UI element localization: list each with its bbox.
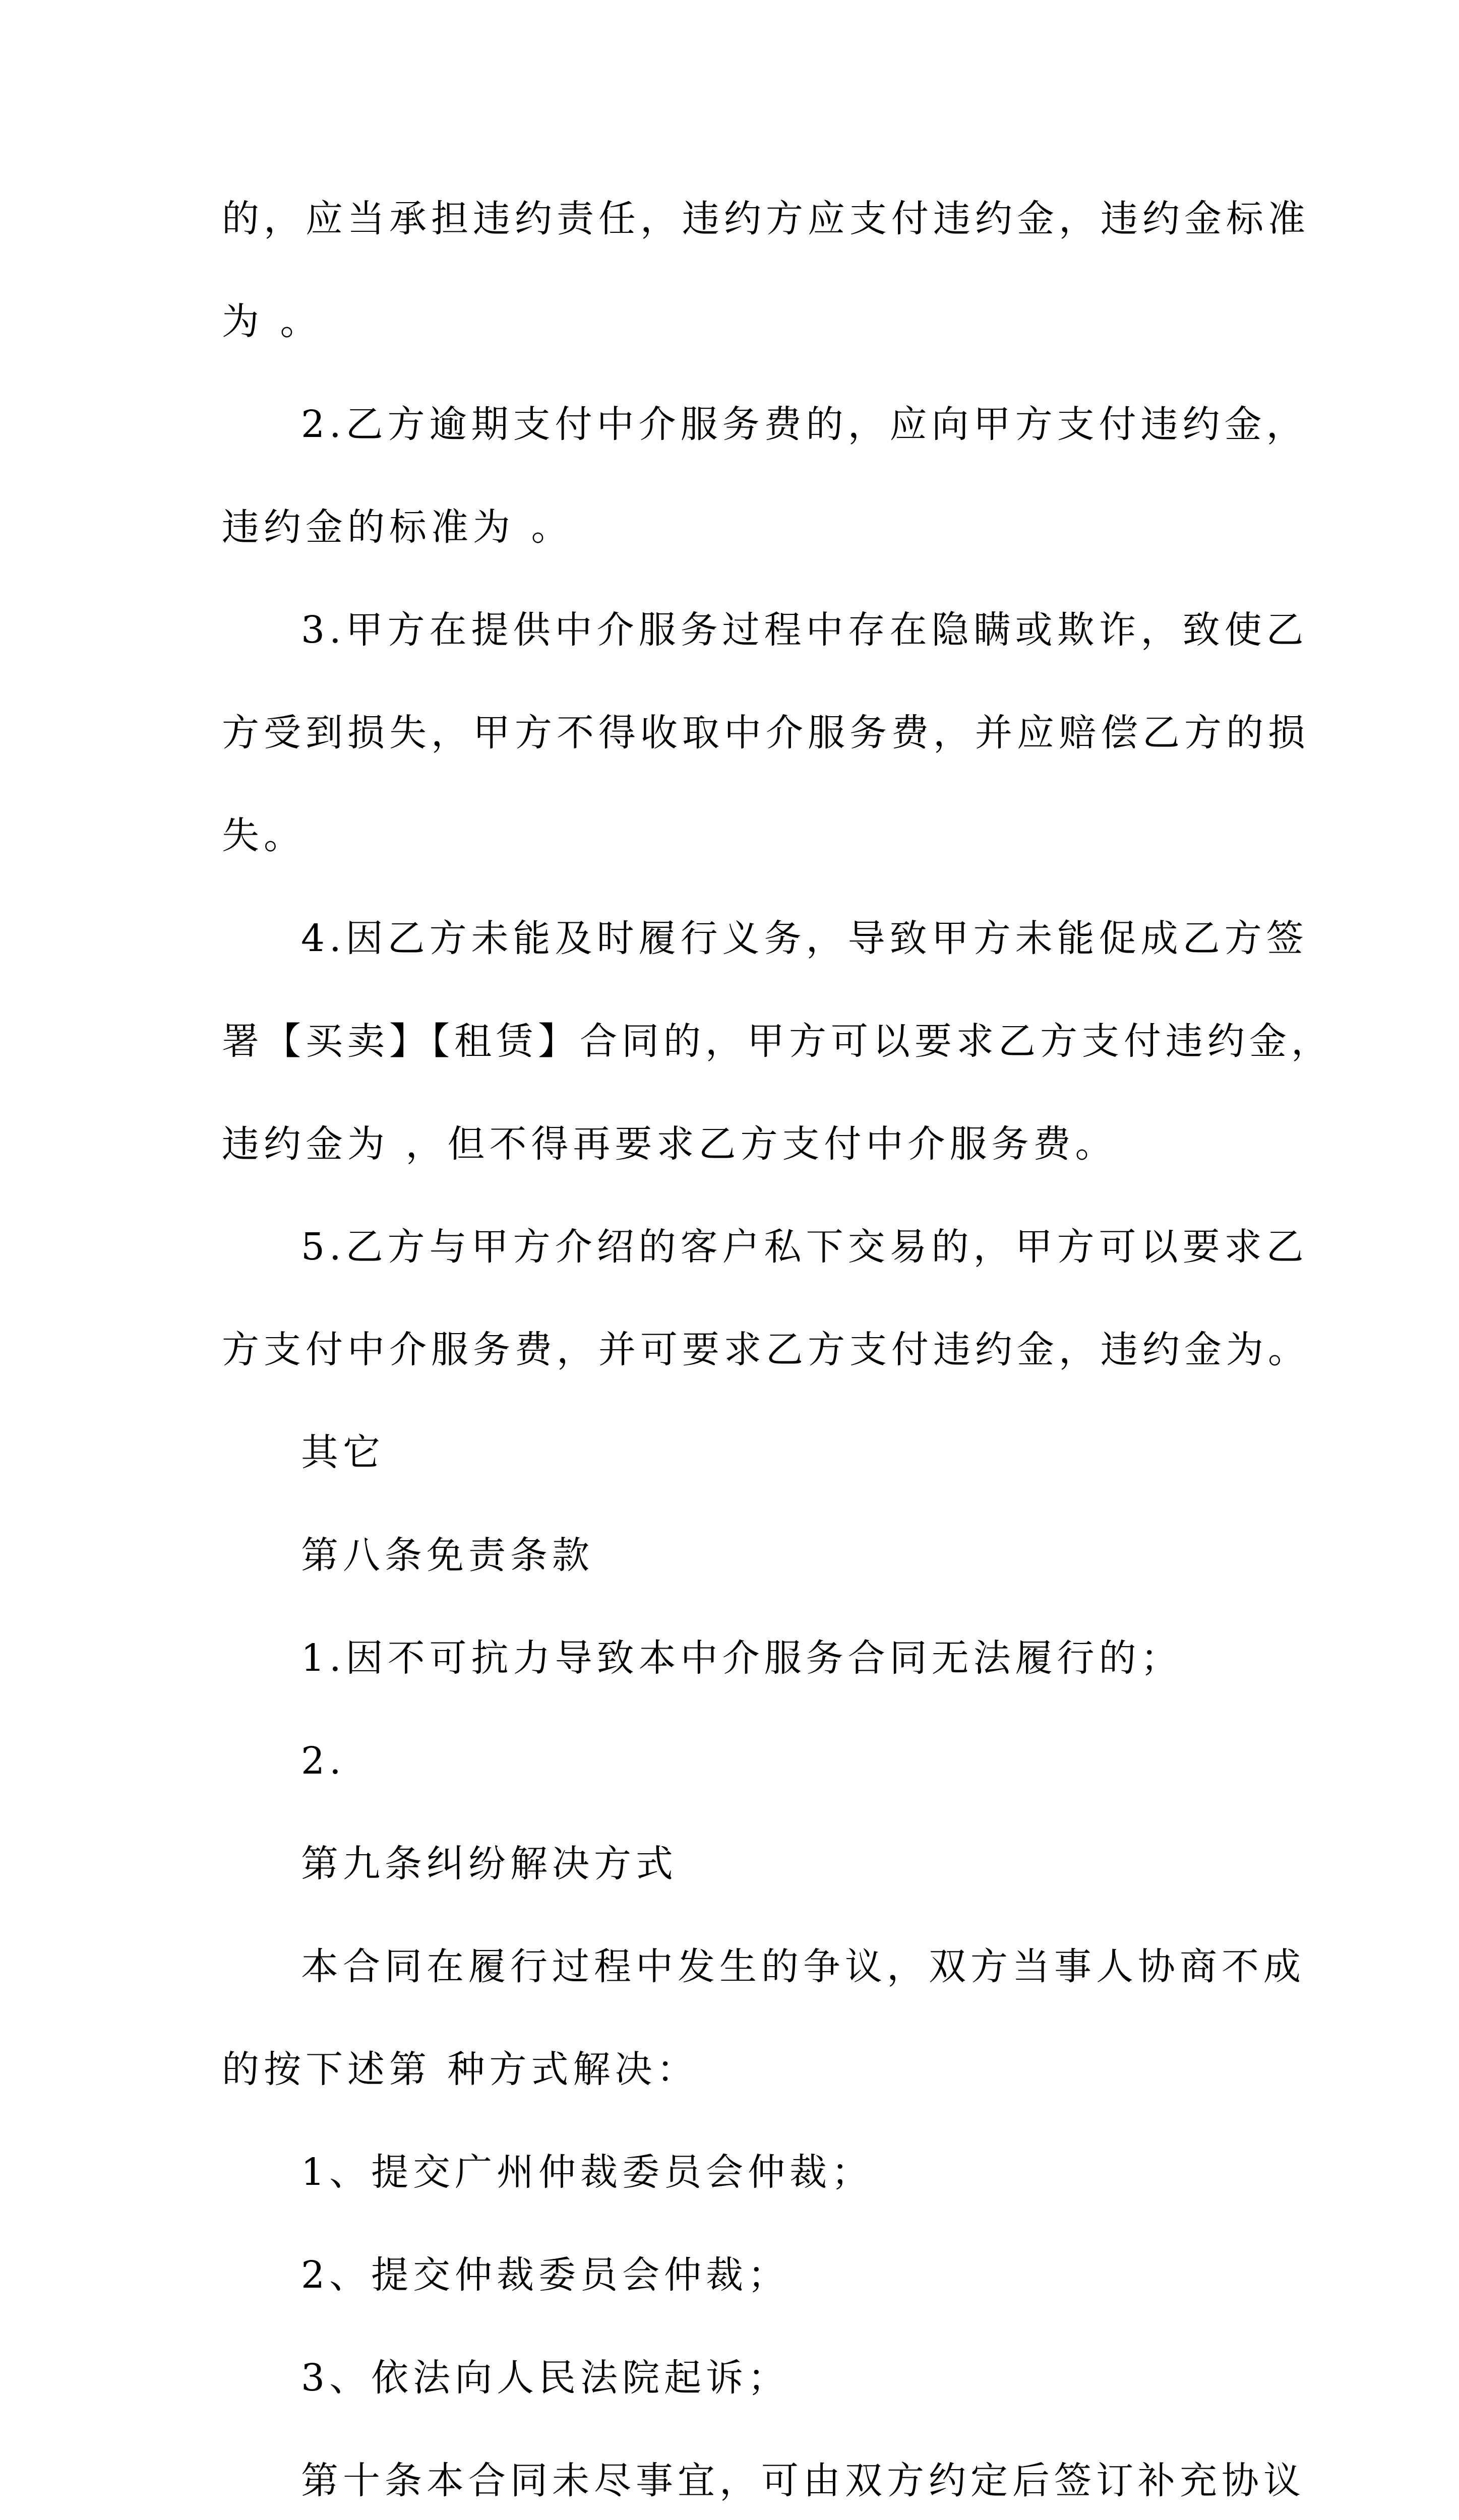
text-line: 方受到损失，甲方不得收取中介服务费，并应赔偿乙方的损: [222, 711, 1310, 754]
text-line: 方支付中介服务费，并可要求乙方支付违约金，违约金为。: [222, 1328, 1310, 1371]
text-line: 2、提交仲裁委员会仲裁；: [301, 2253, 790, 2297]
text-line: 3、依法向人民法院起诉；: [301, 2356, 790, 2400]
section-heading: 其它: [301, 1431, 385, 1474]
text-line: 署【买卖】【租赁】合同的，甲方可以要求乙方支付违约金，: [222, 1020, 1333, 1063]
text-line: 的，应当承担违约责任，违约方应支付违约金，违约金标准: [222, 197, 1310, 240]
text-line: 本合同在履行过程中发生的争议，双方当事人协商不成: [301, 1945, 1305, 1988]
text-line: 违约金为 ，但不得再要求乙方支付中介服务费。: [222, 1122, 1117, 1166]
document-body: [222, 192, 1333, 2520]
section-heading: 第八条免责条款: [301, 1534, 594, 1577]
text-line: 1.因不可抗力导致本中介服务合同无法履行的；: [301, 1636, 1183, 1680]
text-line: 1、提交广州仲裁委员会仲裁；: [301, 2151, 874, 2194]
section-heading: 第九条纠纷解决方式: [301, 1842, 678, 1885]
text-line: 2.乙方逾期支付中介服务费的，应向甲方支付违约金，: [301, 403, 1308, 446]
text-line: 4.因乙方未能及时履行义务，导致甲方未能促成乙方签: [301, 917, 1308, 960]
text-line: 5.乙方与甲方介绍的客户私下交易的，甲方可以要求乙: [301, 1225, 1308, 1269]
text-line: 的按下述第 种方式解决：: [222, 2048, 699, 2091]
text-line: 失。: [222, 814, 306, 857]
text-line: 3.甲方在提供中介服务过程中存在隐瞒或欺诈，致使乙: [301, 608, 1308, 652]
text-line: 第十条本合同未尽事宜，可由双方约定后签订补充协议: [301, 2459, 1305, 2502]
text-line: 为 。: [222, 300, 322, 343]
text-line: 违约金的标准为 。: [222, 506, 573, 549]
text-line: 2.: [301, 1739, 346, 1783]
